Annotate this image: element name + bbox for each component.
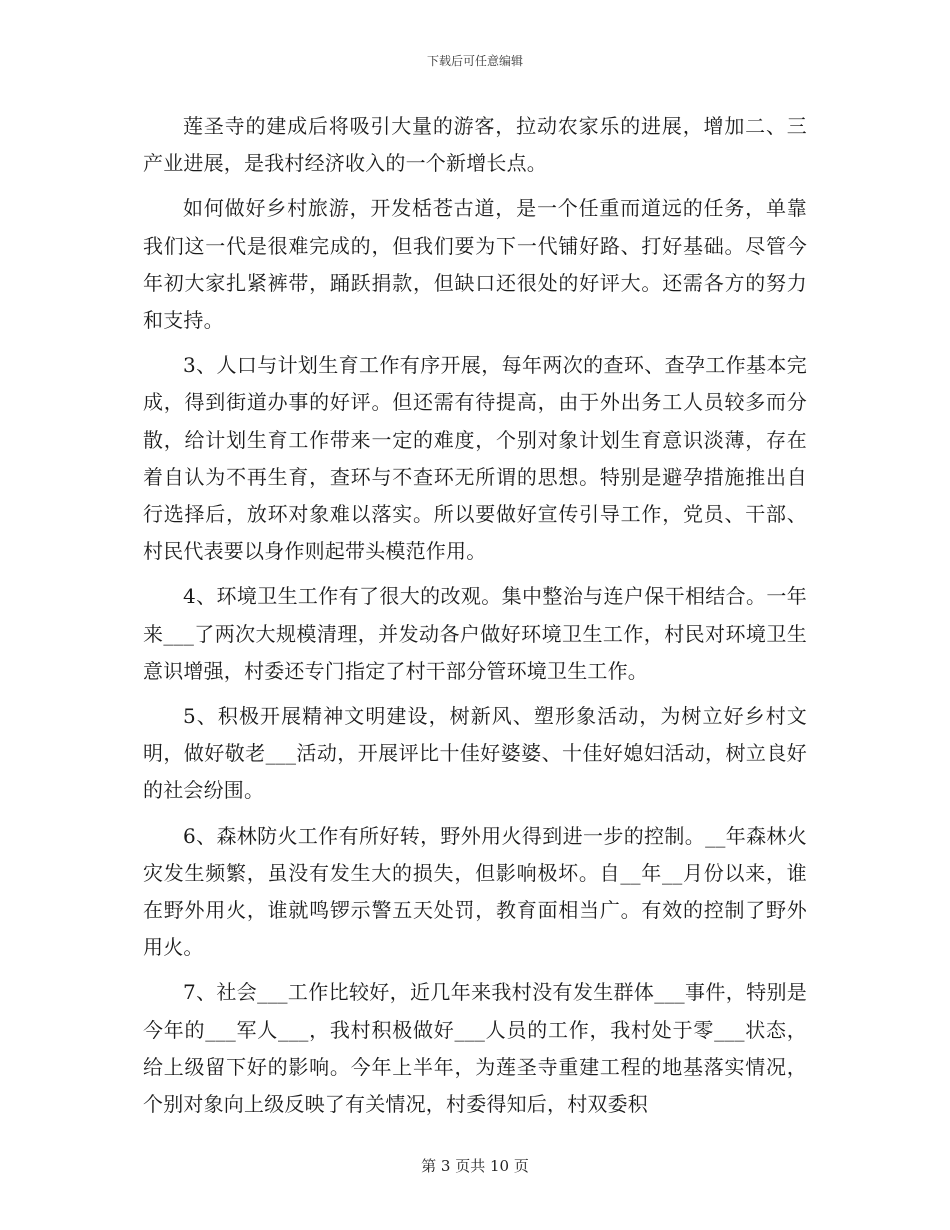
paragraph-5: 5、积极开展精神文明建设，树新风、塑形象活动，为树立好乡村文明，做好敬老___活动，开展评比十佳好婆婆、十佳好媳妇活动，树立良好的社会纷围。 [143,704,807,803]
paragraph-3: 3、人口与计划生育工作有序开展，每年两次的查环、查孕工作基本完成，得到街道办事的好评。但还需有待提高，由于外出务工人员较多而分散，给计划生育工作带来一定的难度，个别对象计划生育意识淡薄，存在着自认为不再生育，查环与不查环无所谓的思想。特别是避孕措施推出自行选择后，放环对象难以落实。所以要做好宣传引导工作，党员、干部、村民代表要以身作则起带头模范作用。 [143,353,807,564]
page-number: 第 3 页共 10 页 [421,1157,529,1175]
page-header: 下载后可任意编辑 [426,54,523,68]
paragraph-2: 如何做好乡村旅游，开发栝苍古道，是一个任重而道远的任务，单靠我们这一代是很难完成的，但我们要为下一代铺好路、打好基础。尽管今年初大家扎紧裤带，踊跃捐款，但缺口还很处的好评大。还需各方的努力和支持。 [143,196,807,333]
paragraph-4: 4、环境卫生工作有了很大的改观。集中整治与连户保干相结合。一年来___了两次大规模清理，并发动各户做好环境卫生工作，村民对环境卫生意识增强，村委还专门指定了村干部分管环境卫生工作。 [143,584,807,683]
paragraph-1: 莲圣寺的建成后将吸引大量的游客，拉动农家乐的进展，增加二、三产业进展，是我村经济收入的一个新增长点。 [143,114,807,176]
document-body [143,108,807,1123]
paragraph-6: 6、森林防火工作有所好转，野外用火得到进一步的控制。__年森林火灾发生频繁，虽没有发生大的损失，但影响极坏。自__年__月份以来，谁在野外用火，谁就鸣锣示警五天处罚，教育面相当广。有效的控制了野外用火。 [143,823,807,960]
paragraph-7: 7、社会___工作比较好，近几年来我村没有发生群体___事件，特别是今年的___军人___，我村积极做好___人员的工作，我村处于零___状态，给上级留下好的影响。今年上半年，为莲圣寺重建工程的地基落实情况，个别对象向上级反映了有关情况，村委得知后，村双委积 [143,980,807,1117]
